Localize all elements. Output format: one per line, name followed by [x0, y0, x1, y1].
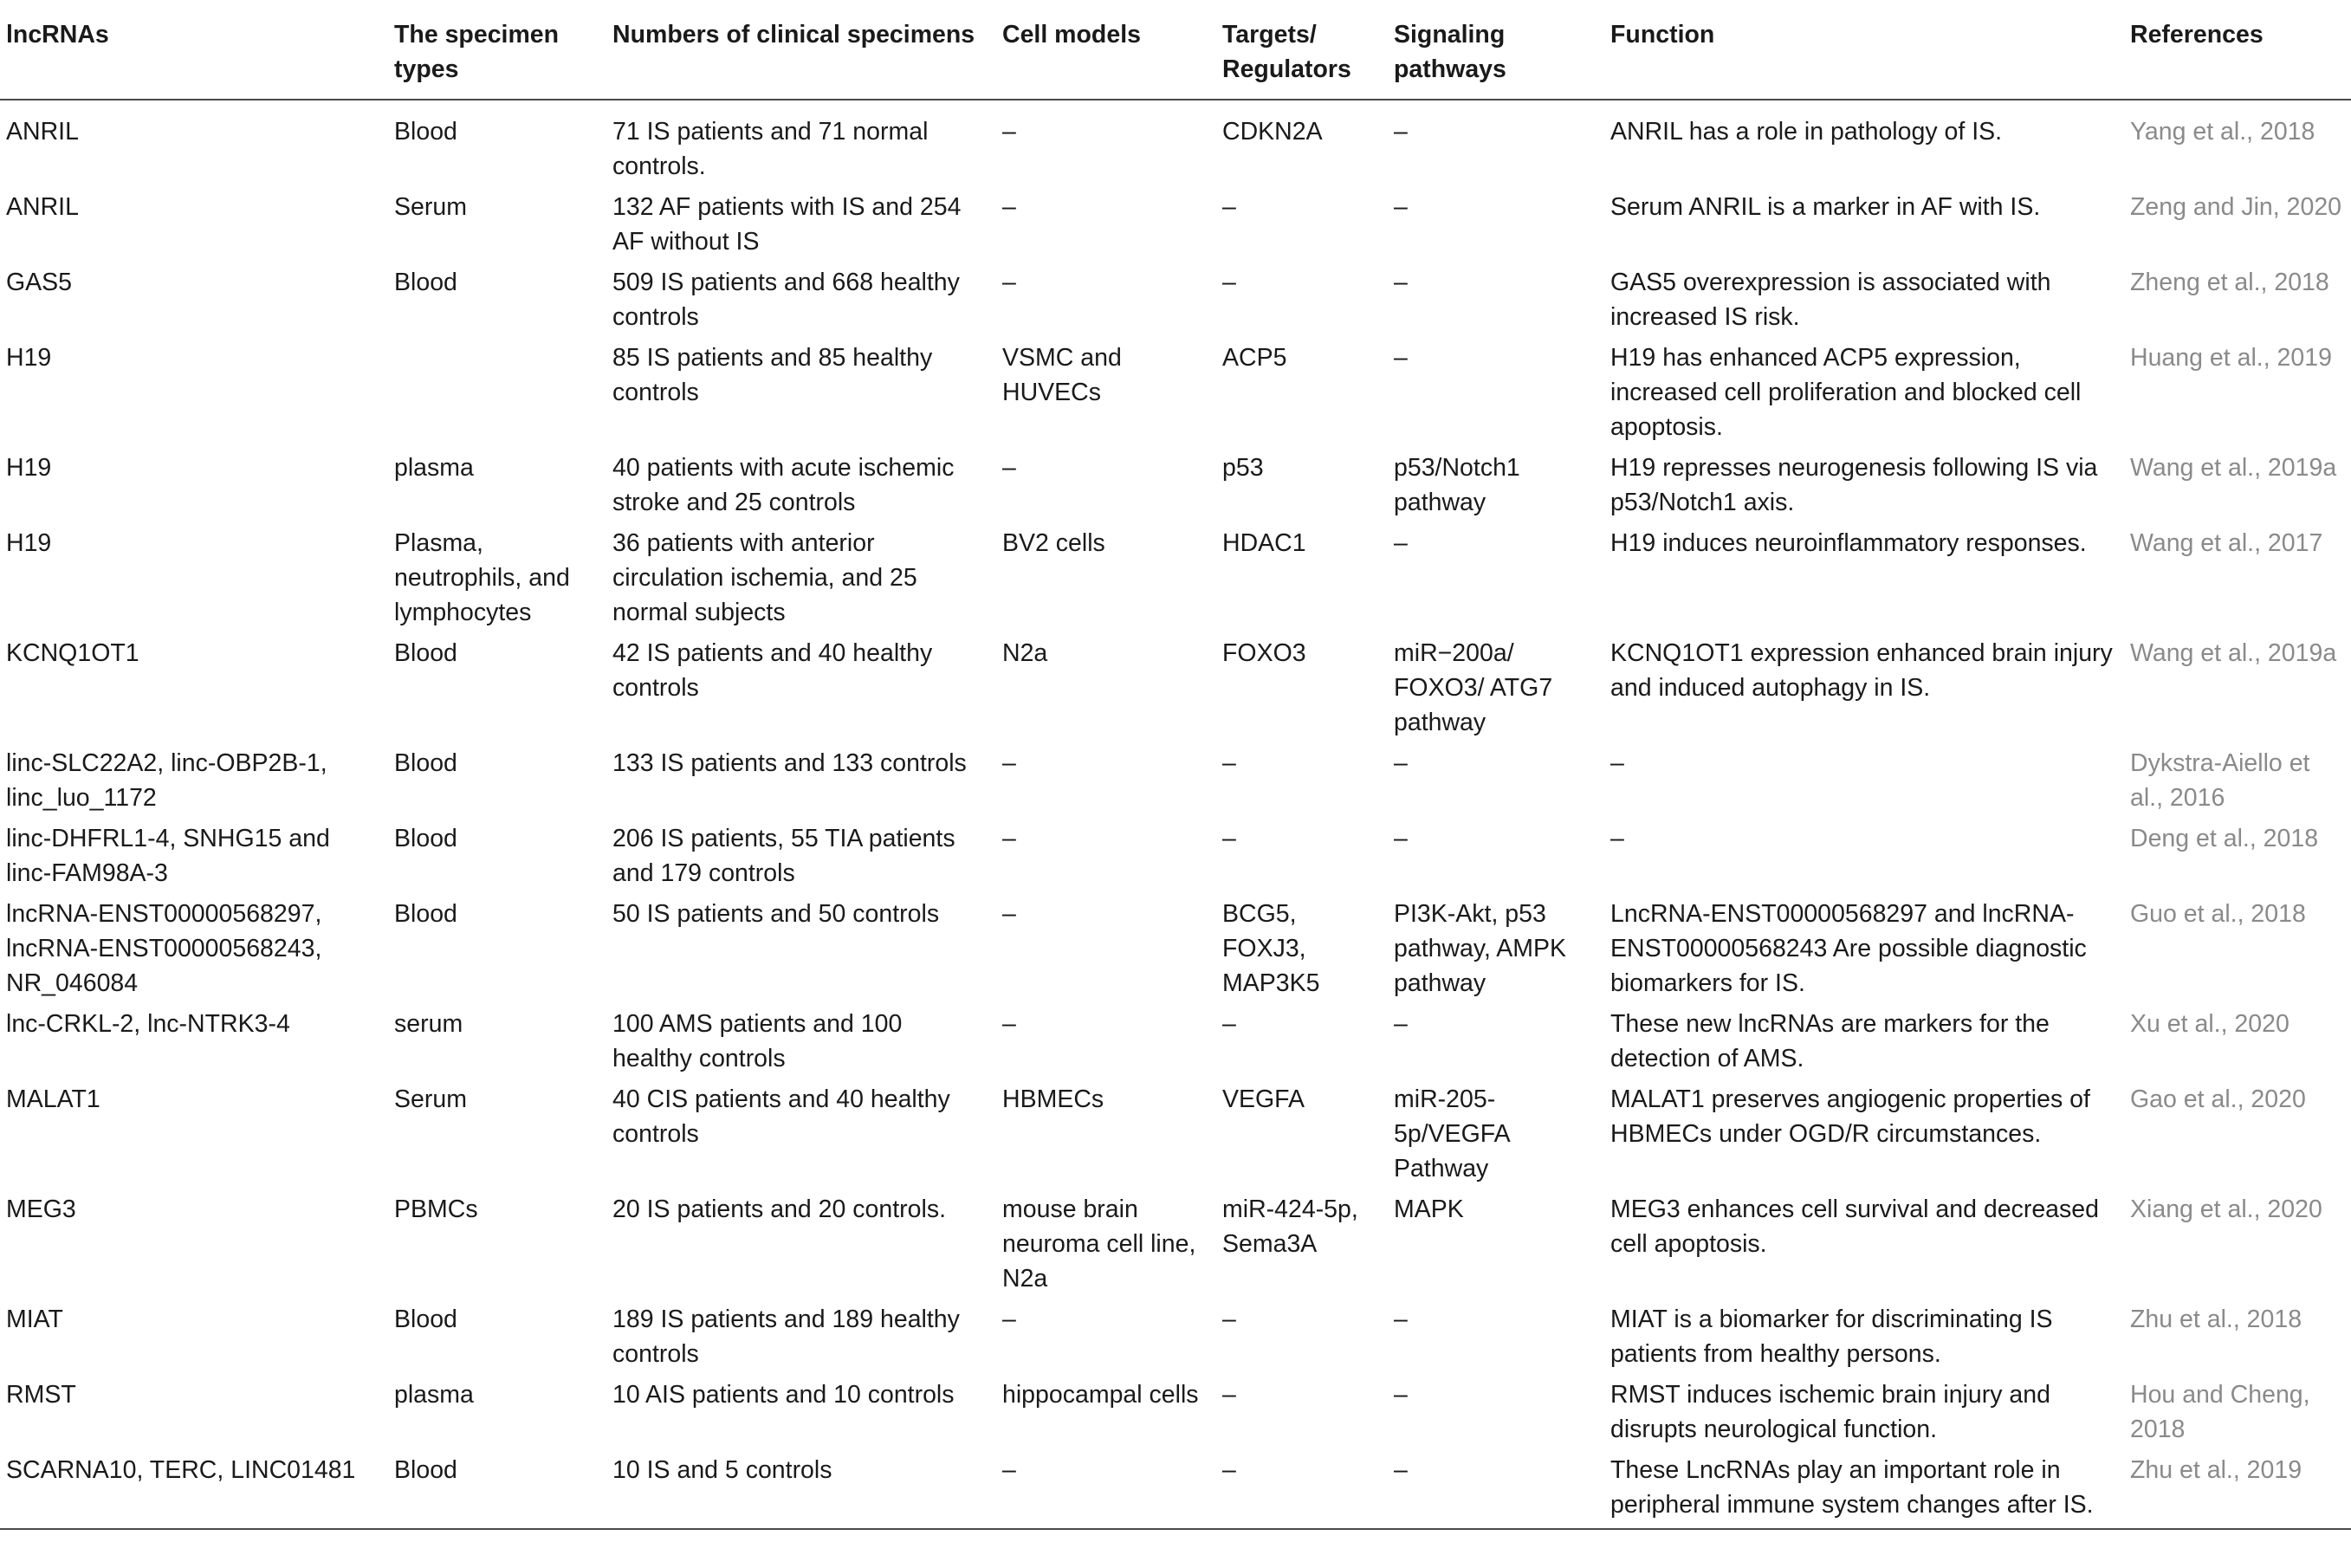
table-row — [0, 897, 2351, 1007]
cell-signaling-pathways: – — [1394, 825, 1408, 852]
cell-signaling-pathways: – — [1394, 1381, 1408, 1409]
cell-references: Yang et al., 2018 — [2130, 118, 2315, 146]
table-row — [0, 450, 2351, 526]
table-body — [0, 100, 2351, 1529]
cell-specimen-types: PBMCs — [394, 1195, 478, 1223]
table-row — [0, 190, 2351, 265]
cell-references: Zheng et al., 2018 — [2130, 269, 2329, 296]
table-row — [0, 821, 2351, 897]
cell-references: Zhu et al., 2018 — [2130, 1306, 2302, 1333]
cell-targets-regulators: – — [1222, 749, 1236, 777]
cell-specimen-types: Blood — [394, 269, 457, 296]
cell-references: Zhu et al., 2019 — [2130, 1456, 2302, 1484]
table-row — [0, 340, 2351, 450]
cell-specimen-types: Serum — [394, 1085, 467, 1113]
cell-clinical-specimens: 206 IS patients, 55 TIA patients and 179 controls — [612, 825, 955, 887]
cell-function: H19 has enhanced ACP5 expression, increased cell proliferation and blocked cell apoptosis. — [1610, 344, 2082, 441]
cell-function: LncRNA-ENST00000568297 and lncRNA-ENST00000568243 Are possible diagnostic biomarkers for IS. — [1610, 900, 2087, 997]
cell-references: Hou and Cheng, 2018 — [2130, 1381, 2310, 1443]
cell-lncrnas: linc-DHFRL1-4, SNHG15 and linc-FAM98A-3 — [6, 825, 330, 887]
cell-targets-regulators: – — [1222, 1306, 1236, 1333]
cell-signaling-pathways: – — [1394, 1456, 1408, 1484]
cell-cell-models: – — [1002, 1306, 1016, 1333]
cell-targets-regulators: – — [1222, 1456, 1236, 1484]
cell-clinical-specimens: 71 IS patients and 71 normal controls. — [612, 118, 929, 180]
cell-signaling-pathways: – — [1394, 529, 1408, 557]
cell-targets-regulators: HDAC1 — [1222, 529, 1306, 557]
cell-references: Wang et al., 2017 — [2130, 529, 2323, 557]
cell-lncrnas: ANRIL — [6, 118, 79, 146]
cell-targets-regulators: – — [1222, 193, 1236, 221]
cell-clinical-specimens: 10 AIS patients and 10 controls — [612, 1381, 955, 1409]
cell-signaling-pathways: MAPK — [1394, 1195, 1464, 1223]
cell-clinical-specimens: 36 patients with anterior circulation ischemia, and 25 normal subjects — [612, 529, 917, 626]
cell-lncrnas: H19 — [6, 529, 52, 557]
cell-lncrnas: KCNQ1OT1 — [6, 639, 139, 667]
cell-specimen-types: Blood — [394, 118, 457, 146]
cell-specimen-types: serum — [394, 1010, 463, 1038]
column-header-references: References — [2130, 21, 2264, 49]
cell-cell-models: VSMC and HUVECs — [1002, 344, 1122, 406]
table-row — [0, 636, 2351, 746]
cell-references: Xu et al., 2020 — [2130, 1010, 2289, 1038]
table-row — [0, 1377, 2351, 1453]
cell-function: MALAT1 preserves angiogenic properties of HBMECs under OGD/R circumstances. — [1610, 1085, 2090, 1148]
cell-lncrnas: GAS5 — [6, 269, 73, 296]
cell-lncrnas: RMST — [6, 1381, 76, 1409]
cell-cell-models: – — [1002, 749, 1016, 777]
column-header-lncrnas: lncRNAs — [6, 21, 109, 49]
cell-lncrnas: MIAT — [6, 1306, 63, 1333]
column-header-clinical-specimens: Numbers of clinical specimens — [612, 21, 975, 49]
cell-cell-models: – — [1002, 1456, 1016, 1484]
cell-cell-models: – — [1002, 269, 1016, 296]
cell-references: Xiang et al., 2020 — [2130, 1195, 2322, 1223]
cell-clinical-specimens: 132 AF patients with IS and 254 AF without IS — [612, 193, 962, 256]
cell-clinical-specimens: 20 IS patients and 20 controls. — [612, 1195, 947, 1223]
cell-function: Serum ANRIL is a marker in AF with IS. — [1610, 193, 2041, 221]
cell-function: H19 represses neurogenesis following IS via p53/Notch1 axis. — [1610, 454, 2098, 516]
cell-lncrnas: H19 — [6, 344, 52, 372]
cell-specimen-types — [388, 340, 606, 450]
table-row — [0, 1302, 2351, 1377]
cell-clinical-specimens: 40 CIS patients and 40 healthy controls — [612, 1085, 950, 1148]
table-row — [0, 526, 2351, 636]
cell-function: H19 induces neuroinflammatory responses. — [1610, 529, 2087, 557]
cell-function: MIAT is a biomarker for discriminating IS patients from healthy persons. — [1610, 1306, 2053, 1368]
cell-clinical-specimens: 189 IS patients and 189 healthy controls — [612, 1306, 960, 1368]
cell-specimen-types: Blood — [394, 1306, 457, 1333]
cell-targets-regulators: p53 — [1222, 454, 1264, 482]
cell-targets-regulators: – — [1222, 825, 1236, 852]
cell-specimen-types: Blood — [394, 900, 457, 928]
cell-lncrnas: H19 — [6, 454, 52, 482]
cell-lncrnas: MALAT1 — [6, 1085, 100, 1113]
column-header-cell-models: Cell models — [1002, 21, 1141, 49]
cell-references: Wang et al., 2019a — [2130, 454, 2337, 482]
cell-specimen-types: plasma — [394, 1381, 474, 1409]
cell-specimen-types: plasma — [394, 454, 474, 482]
column-header-targets-regulators: Targets/ Regulators — [1222, 21, 1351, 83]
cell-targets-regulators: – — [1222, 1010, 1236, 1038]
cell-references: Gao et al., 2020 — [2130, 1085, 2306, 1113]
cell-references: Guo et al., 2018 — [2130, 900, 2306, 928]
cell-references: Wang et al., 2019a — [2130, 639, 2337, 667]
table-row — [0, 1082, 2351, 1192]
column-header-signaling-pathways: Signaling pathways — [1394, 21, 1506, 83]
cell-specimen-types: Plasma, neutrophils, and lymphocytes — [394, 529, 570, 626]
table-row — [0, 100, 2351, 190]
table-row — [0, 1453, 2351, 1529]
cell-lncrnas: SCARNA10, TERC, LINC01481 — [6, 1456, 356, 1484]
cell-targets-regulators: miR-424-5p, Sema3A — [1222, 1195, 1358, 1258]
cell-clinical-specimens: 100 AMS patients and 100 healthy controls — [612, 1010, 903, 1072]
cell-clinical-specimens: 40 patients with acute ischemic stroke and 25 controls — [612, 454, 955, 516]
cell-lncrnas: MEG3 — [6, 1195, 76, 1223]
cell-clinical-specimens: 509 IS patients and 668 healthy controls — [612, 269, 960, 331]
column-header-function: Function — [1610, 21, 1715, 49]
cell-lncrnas: linc-SLC22A2, linc-OBP2B-1, linc_luo_1172 — [6, 749, 327, 812]
cell-cell-models: HBMECs — [1002, 1085, 1104, 1113]
cell-cell-models: N2a — [1002, 639, 1048, 667]
cell-specimen-types: Blood — [394, 639, 457, 667]
cell-cell-models: – — [1002, 118, 1016, 146]
cell-function: MEG3 enhances cell survival and decreased cell apoptosis. — [1610, 1195, 2099, 1258]
cell-function: RMST induces ischemic brain injury and disrupts neurological function. — [1610, 1381, 2050, 1443]
table-row — [0, 265, 2351, 340]
cell-function: ANRIL has a role in pathology of IS. — [1610, 118, 2003, 146]
cell-specimen-types: Blood — [394, 1456, 457, 1484]
table-row — [0, 1192, 2351, 1302]
cell-signaling-pathways: – — [1394, 118, 1408, 146]
column-header-specimen-types: The specimen types — [394, 21, 560, 83]
cell-references: Dykstra-Aiello et al., 2016 — [2130, 749, 2310, 812]
header-row — [0, 0, 2351, 100]
cell-function: These new lncRNAs are markers for the detection of AMS. — [1610, 1010, 2050, 1072]
cell-clinical-specimens: 85 IS patients and 85 healthy controls — [612, 344, 933, 406]
cell-cell-models: – — [1002, 193, 1016, 221]
cell-function: GAS5 overexpression is associated with increased IS risk. — [1610, 269, 2051, 331]
table-header — [0, 0, 2351, 100]
cell-signaling-pathways: miR−200a/ FOXO3/ ATG7 pathway — [1394, 639, 1553, 736]
cell-cell-models: hippocampal cells — [1002, 1381, 1199, 1409]
table-row — [0, 746, 2351, 821]
cell-targets-regulators: ACP5 — [1222, 344, 1287, 372]
cell-targets-regulators: CDKN2A — [1222, 118, 1323, 146]
cell-signaling-pathways: – — [1394, 749, 1408, 777]
cell-references: Zeng and Jin, 2020 — [2130, 193, 2342, 221]
cell-targets-regulators: – — [1222, 1381, 1236, 1409]
cell-specimen-types: Blood — [394, 825, 457, 852]
cell-signaling-pathways: miR-205-5p/VEGFA Pathway — [1394, 1085, 1510, 1182]
cell-targets-regulators: BCG5, FOXJ3, MAP3K5 — [1222, 900, 1320, 997]
cell-clinical-specimens: 50 IS patients and 50 controls — [612, 900, 940, 928]
cell-specimen-types: Serum — [394, 193, 467, 221]
table-row — [0, 1007, 2351, 1082]
cell-signaling-pathways: p53/Notch1 pathway — [1394, 454, 1520, 516]
cell-lncrnas: lncRNA-ENST00000568297, lncRNA-ENST00000568243, NR_046084 — [6, 900, 322, 997]
cell-cell-models: – — [1002, 900, 1016, 928]
cell-function: KCNQ1OT1 expression enhanced brain injury and induced autophagy in IS. — [1610, 639, 2113, 702]
cell-signaling-pathways: – — [1394, 1306, 1408, 1333]
cell-clinical-specimens: 10 IS and 5 controls — [612, 1456, 832, 1484]
cell-targets-regulators: FOXO3 — [1222, 639, 1306, 667]
cell-lncrnas: lnc-CRKL-2, lnc-NTRK3-4 — [6, 1010, 290, 1038]
cell-signaling-pathways: – — [1394, 344, 1408, 372]
cell-specimen-types: Blood — [394, 749, 457, 777]
cell-signaling-pathways: – — [1394, 1010, 1408, 1038]
cell-references: Deng et al., 2018 — [2130, 825, 2319, 852]
cell-signaling-pathways: – — [1394, 193, 1408, 221]
cell-clinical-specimens: 42 IS patients and 40 healthy controls — [612, 639, 933, 702]
cell-cell-models: – — [1002, 825, 1016, 852]
cell-function: – — [1610, 749, 1624, 777]
cell-cell-models: mouse brain neuroma cell line, N2a — [1002, 1195, 1196, 1293]
cell-targets-regulators: VEGFA — [1222, 1085, 1305, 1113]
cell-cell-models: – — [1002, 454, 1016, 482]
cell-clinical-specimens: 133 IS patients and 133 controls — [612, 749, 967, 777]
cell-targets-regulators: – — [1222, 269, 1236, 296]
cell-signaling-pathways: – — [1394, 269, 1408, 296]
cell-lncrnas: ANRIL — [6, 193, 79, 221]
cell-function: – — [1610, 825, 1624, 852]
cell-signaling-pathways: PI3K-Akt, p53 pathway, AMPK pathway — [1394, 900, 1567, 997]
cell-cell-models: – — [1002, 1010, 1016, 1038]
cell-cell-models: BV2 cells — [1002, 529, 1105, 557]
cell-function: These LncRNAs play an important role in peripheral immune system changes after IS. — [1610, 1456, 2094, 1519]
cell-references: Huang et al., 2019 — [2130, 344, 2332, 372]
